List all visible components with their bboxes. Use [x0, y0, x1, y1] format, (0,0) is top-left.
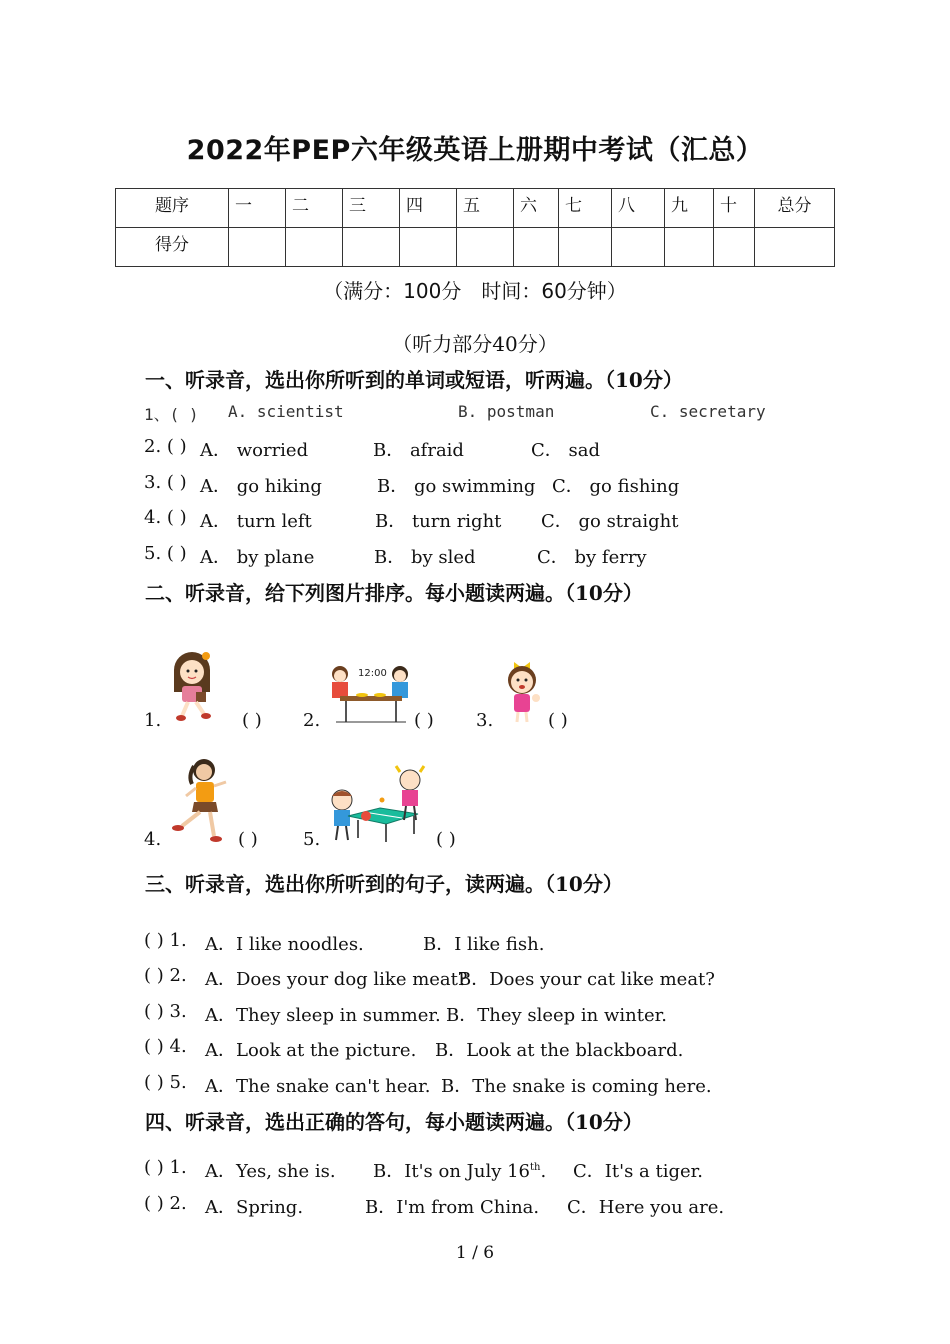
option-b: B．I like fish. [423, 934, 545, 955]
question-number: 4. ( ) [144, 507, 187, 528]
option-c: C．Here you are. [567, 1197, 725, 1218]
option-a: A．Spring. [205, 1197, 304, 1218]
answer-blank[interactable]: ( ) [548, 710, 568, 731]
score-cell: 二 [286, 189, 343, 228]
question-number: ( ) 3. [144, 1001, 187, 1022]
section-1-heading: 一、听录音，选出你所听到的单词或短语，听两遍。（10分） [145, 368, 683, 392]
option-b-end: . [540, 1161, 547, 1182]
option-a: A．They sleep in summer. [205, 1005, 441, 1026]
page-number: 1 / 6 [455, 1243, 495, 1263]
answer-blank[interactable]: ( ) [238, 829, 258, 850]
option-b: B． go swimming [377, 476, 536, 497]
option-a: A．I like noodles. [205, 934, 364, 955]
option-b: B．The snake is coming here. [441, 1076, 712, 1097]
score-blank-cell[interactable] [286, 228, 343, 267]
option-c: C． by ferry [537, 547, 647, 568]
score-cell: 得分 [116, 228, 229, 267]
page-title: 2022年PEP六年级英语上册期中考试（汇总） [186, 135, 764, 166]
option-a: A． turn left [200, 511, 312, 532]
clock-text: 12:00 [358, 668, 387, 679]
option-a: A． worried [200, 440, 309, 461]
score-cell: 三 [343, 189, 400, 228]
answer-blank[interactable]: ( ) [414, 710, 434, 731]
question-number: 2. ( ) [144, 436, 187, 457]
score-blank-cell[interactable] [514, 228, 559, 267]
question-number: ( ) 2. [144, 965, 187, 986]
ordinal-suffix: th [530, 1162, 541, 1173]
option-b [373, 1157, 546, 1183]
option-b: B．Look at the blackboard. [435, 1040, 684, 1061]
score-cell: 一 [229, 189, 286, 228]
option-a: A．Yes, she is. [205, 1161, 336, 1182]
listening-part-title: （听力部分40分） [392, 332, 558, 356]
option-c: C. secretary [650, 402, 766, 421]
section-2-heading: 二、听录音，给下列图片排序。每小题读两遍。（10分） [145, 581, 643, 605]
girl-eating-picture [500, 656, 546, 726]
score-blank-cell[interactable] [457, 228, 514, 267]
question-number: ( ) 4. [144, 1036, 187, 1057]
score-blank-cell[interactable] [343, 228, 400, 267]
picture-label: 1. [144, 710, 162, 731]
girl-walking-picture [166, 648, 218, 722]
answer-blank[interactable]: ( ) [436, 829, 456, 850]
option-a: A．Does your dog like meat? [205, 969, 468, 990]
option-b: B．They sleep in winter. [446, 1005, 667, 1026]
ping-pong-picture [326, 764, 430, 844]
option-b: B．I'm from China. [365, 1197, 540, 1218]
option-a: A．Look at the picture. [205, 1040, 417, 1061]
option-a: A． by plane [200, 547, 315, 568]
question-number: ( ) 5. [144, 1072, 187, 1093]
score-table [115, 188, 835, 267]
score-cell: 九 [665, 189, 714, 228]
picture-label: 2. [303, 710, 321, 731]
score-cell: 八 [612, 189, 665, 228]
option-a: A． go hiking [200, 476, 322, 497]
option-b-text: B．It's on July 16 [373, 1161, 530, 1182]
girl-running-picture [170, 756, 230, 844]
score-cell: 题序 [116, 189, 229, 228]
question-number: ( ) 1. [144, 930, 187, 951]
option-b: B．Does your cat like meat? [458, 969, 715, 990]
score-cell: 四 [400, 189, 457, 228]
score-blank-cell[interactable] [400, 228, 457, 267]
score-cell: 十 [714, 189, 755, 228]
option-c: C． go straight [541, 511, 679, 532]
option-b: B． afraid [373, 440, 464, 461]
score-blank-cell[interactable] [714, 228, 755, 267]
question-number: ( ) 2. [144, 1193, 187, 1214]
score-cell: 六 [514, 189, 559, 228]
option-b: B. postman [458, 402, 555, 421]
question-number: ( ) 1. [144, 1157, 187, 1178]
exam-info: （满分：100分 时间：60分钟） [323, 279, 627, 303]
score-table-header-row [116, 189, 835, 228]
score-cell: 七 [559, 189, 612, 228]
score-blank-cell[interactable] [559, 228, 612, 267]
question-number: 5. ( ) [144, 543, 187, 564]
score-blank-cell[interactable] [665, 228, 714, 267]
question-number: 3. ( ) [144, 472, 187, 493]
picture-label: 5. [303, 829, 321, 850]
kids-lunch-table-picture [326, 662, 412, 726]
score-blank-cell[interactable] [229, 228, 286, 267]
option-c: C．It's a tiger. [573, 1161, 703, 1182]
score-table-score-row [116, 228, 835, 267]
score-cell: 总分 [755, 189, 835, 228]
option-b: B． turn right [375, 511, 502, 532]
section-4-heading: 四、听录音，选出正确的答句，每小题读两遍。（10分） [145, 1110, 643, 1134]
score-blank-cell[interactable] [612, 228, 665, 267]
picture-label: 4. [144, 829, 162, 850]
score-cell: 五 [457, 189, 514, 228]
option-a: A. scientist [228, 402, 344, 421]
option-c: C． go fishing [552, 476, 680, 497]
answer-blank[interactable]: ( ) [242, 710, 262, 731]
option-a: A．The snake can't hear. [205, 1076, 431, 1097]
section-3-heading: 三、听录音，选出你所听到的句子，读两遍。（10分） [145, 872, 623, 896]
option-b: B． by sled [374, 547, 476, 568]
score-blank-cell[interactable] [755, 228, 835, 267]
picture-label: 3. [476, 710, 494, 731]
question-number: 1、( ) [144, 405, 199, 424]
option-c: C． sad [531, 440, 600, 461]
